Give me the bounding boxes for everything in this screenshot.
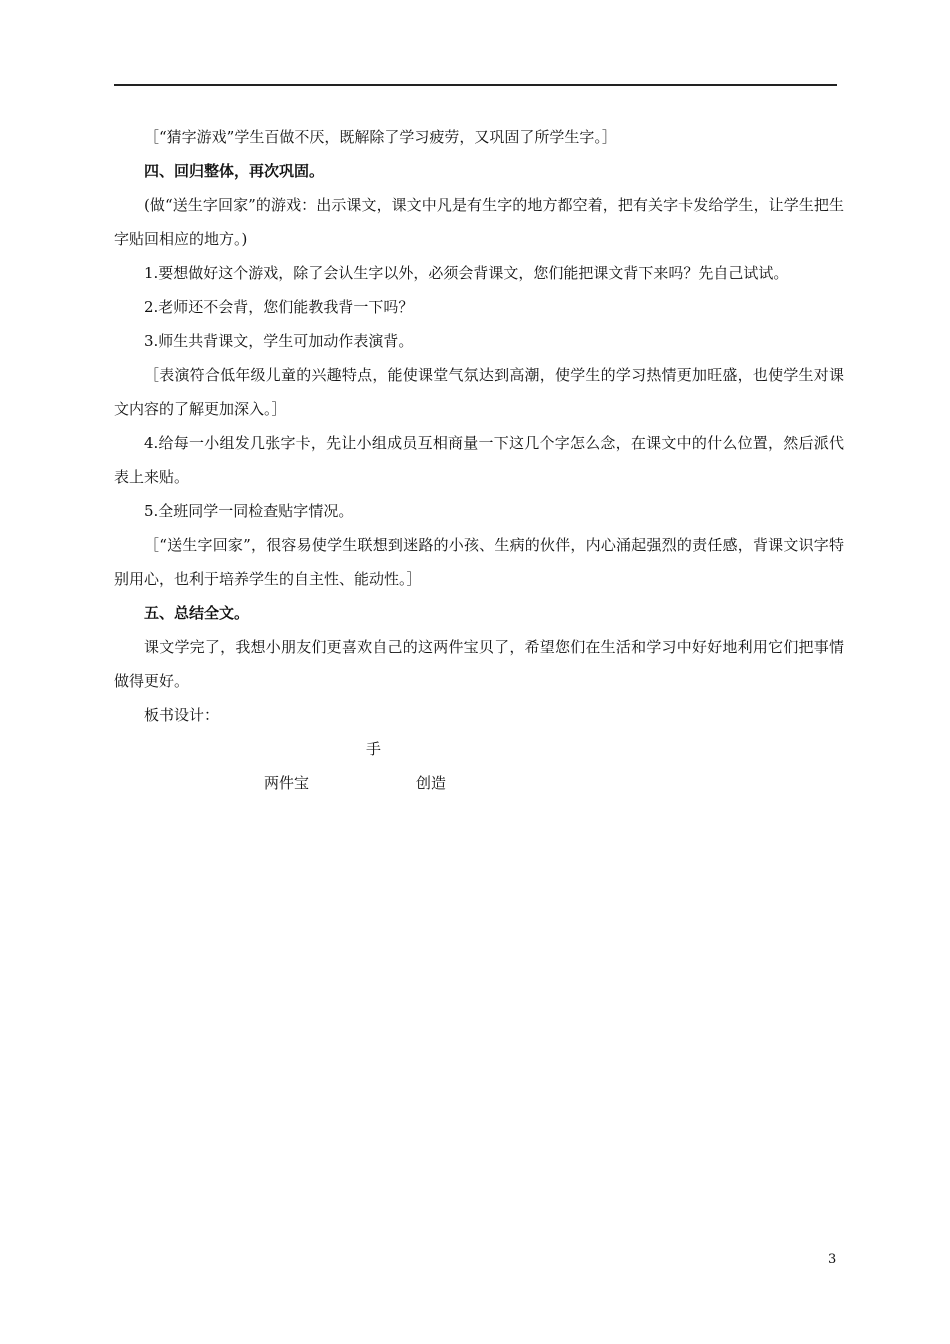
body-paragraph: (做“送生字回家”的游戏：出示课文，课文中凡是有生字的地方都空着，把有关字卡发给学生，让学生把生字贴回相应的地方。): [114, 196, 844, 248]
board-right-text: 创造: [416, 774, 447, 792]
body-paragraph: 1.要想做好这个游戏，除了会认生字以外，必须会背课文，您们能把课文背下来吗？先自己试试。: [144, 264, 789, 282]
body-paragraph: 3.师生共背课文，学生可加动作表演背。: [144, 332, 414, 350]
body-paragraph: 5.全班同学一同检查贴字情况。: [144, 502, 354, 520]
page-number: 3: [828, 1252, 837, 1267]
board-left-text: 两件宝: [264, 774, 310, 792]
section-heading: 四、回归整体，再次巩固。: [144, 162, 325, 180]
note-paragraph: ［“送生字回家”，很容易使学生联想到迷路的小孩、生病的伙伴，内心涌起强烈的责任感，背课文识字特别用心，也利于培养学生的自主性、能动性。］: [114, 536, 844, 588]
section-heading: 五、总结全文。: [144, 604, 250, 622]
header-rule: [114, 84, 837, 86]
board-design: [114, 732, 844, 808]
body-paragraph: 课文学完了，我想小朋友们更喜欢自己的这两件宝贝了，希望您们在生活和学习中好好地利用它们把事情做得更好。: [114, 638, 844, 690]
board-design-label: 板书设计：: [144, 706, 220, 724]
note-paragraph: ［“猜字游戏”学生百做不厌，既解除了学习疲劳，又巩固了所学生字。］: [144, 128, 617, 146]
body-paragraph: 4.给每一小组发几张字卡，先让小组成员互相商量一下这几个字怎么念，在课文中的什么位置，然后派代表上来贴。: [114, 434, 844, 486]
note-paragraph: ［表演符合低年级儿童的兴趣特点，能使课堂气氛达到高潮，使学生的学习热情更加旺盛，也使学生对课文内容的了解更加深入。］: [114, 366, 844, 418]
body-paragraph: 2.老师还不会背，您们能教我背一下吗？: [144, 298, 414, 316]
board-top-text: 手: [366, 740, 382, 758]
document-body: [114, 120, 844, 808]
